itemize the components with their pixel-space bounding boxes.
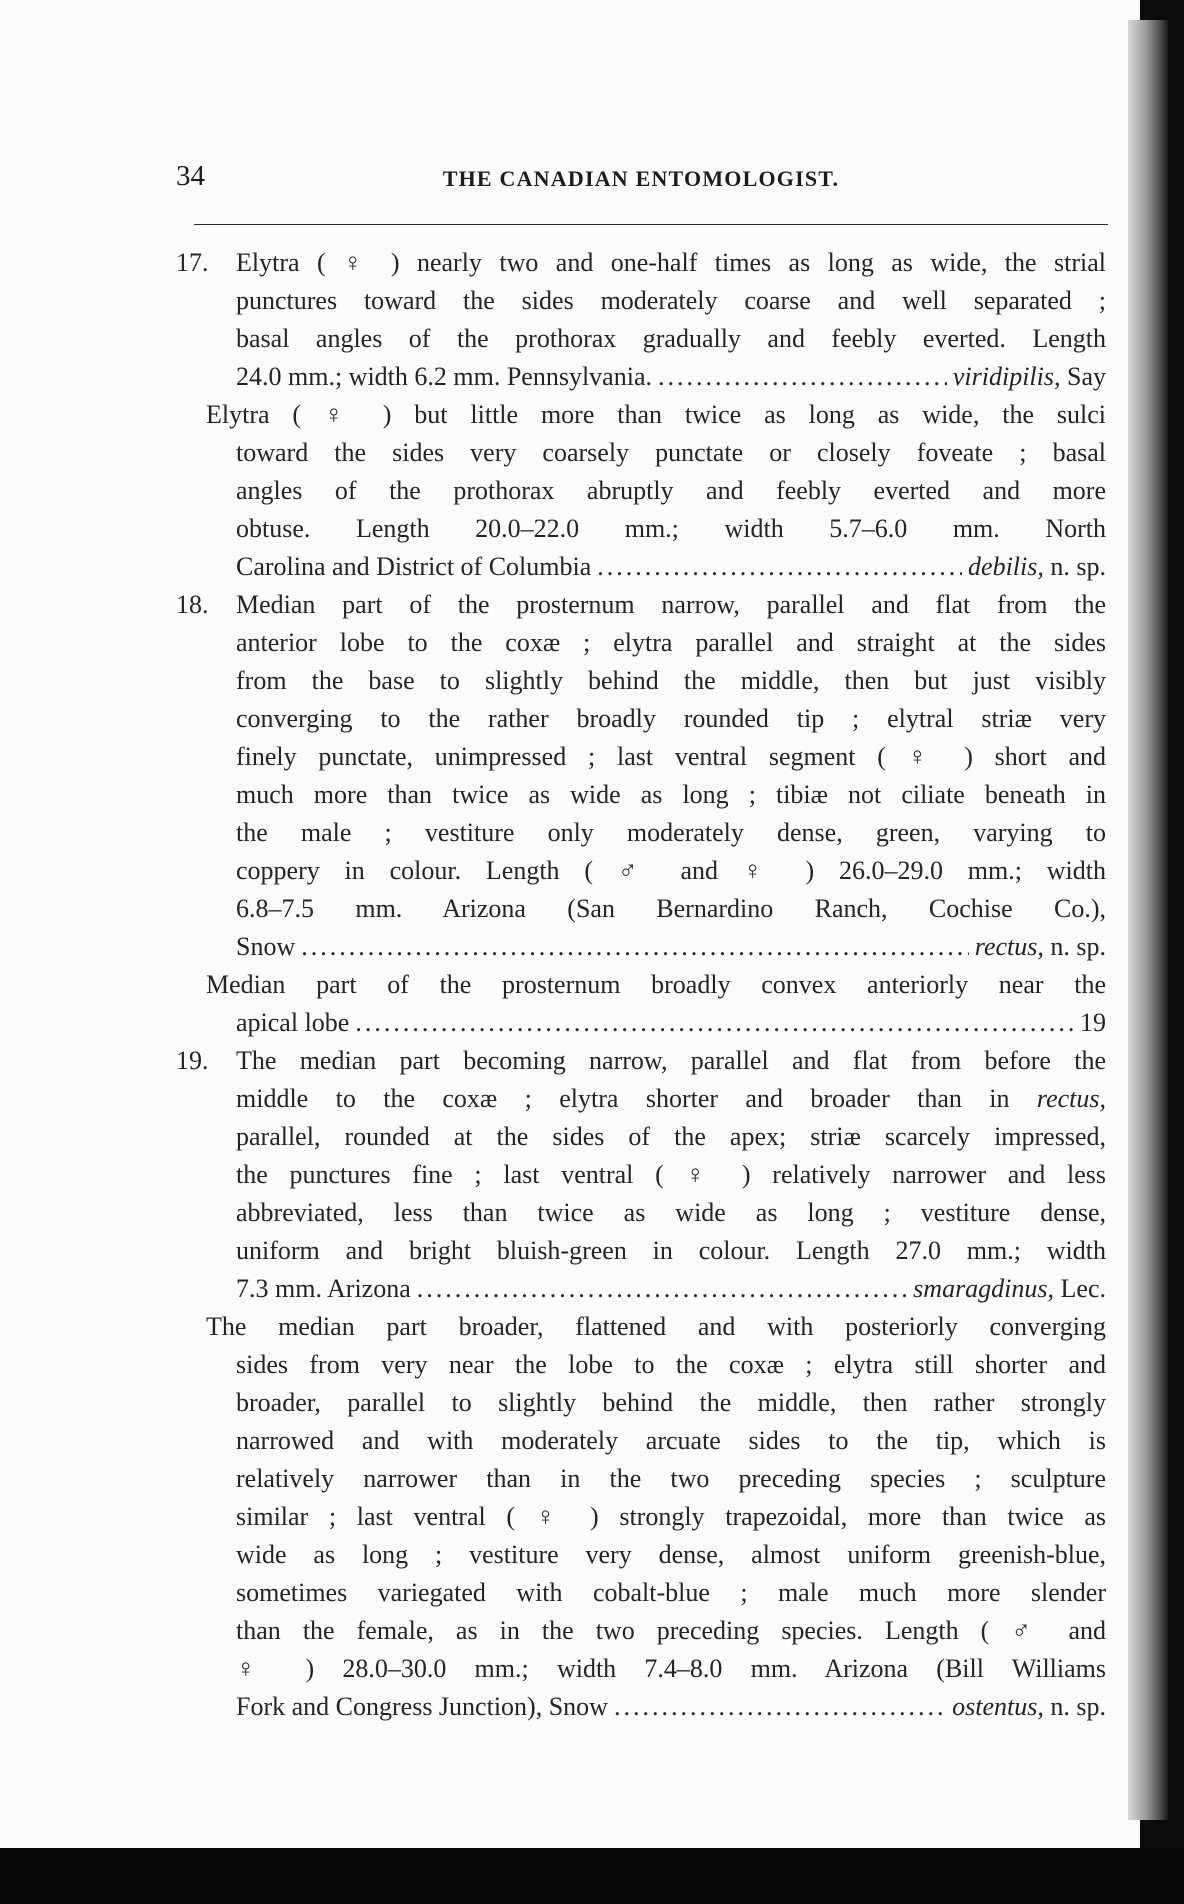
text-line: broader, parallel to slightly behind the middle, then rather strongly [236,1388,1106,1417]
dot-leader [658,358,947,396]
header-rule [194,224,1108,225]
text-line: obtuse. Length 20.0–22.0 mm.; width 5.7–6.0 mm. North [236,514,1106,543]
text-line: parallel, rounded at the sides of the apex; striæ scarcely impressed, [236,1122,1106,1151]
couplet-17-first [178,244,1106,396]
page-header [176,160,1106,200]
lead-text: Snow [236,932,296,961]
text-line: similar ; last ventral ( ♀ ) strongly trapezoidal, more than twice as [236,1502,1106,1531]
text-line: Median part of the prosternum broadly convex anteriorly near the [206,970,1106,999]
species-author: n. sp. [1050,552,1106,581]
text-line: ♀ ) 28.0–30.0 mm.; width 7.4–8.0 mm. Arizona (Bill Williams [236,1654,1106,1683]
species-name: debilis, [968,552,1044,581]
text-line: narrowed and with moderately arcuate sides to the tip, which is [236,1426,1106,1455]
text-line: coppery in colour. Length ( ♂ and ♀ ) 26.0–29.0 mm.; width [236,856,1106,885]
lead-text: Fork and Congress Junction), Snow [236,1692,608,1721]
species-line [236,358,1106,396]
dot-leader [597,548,962,586]
species-line [236,1270,1106,1308]
dot-leader [614,1688,946,1726]
page-number: 34 [176,160,205,192]
text-line: much more than twice as wide as long ; tibiæ not ciliate beneath in [236,780,1106,809]
text-line: from the base to slightly behind the middle, then but just visibly [236,666,1106,695]
species-author: n. sp. [1050,932,1106,961]
running-title: THE CANADIAN ENTOMOLOGIST. [442,166,840,191]
text-line: sides from very near the lobe to the coxæ ; elytra still shorter and [236,1350,1106,1379]
couplet-number: 19. [176,1046,209,1075]
couplet-reference: 19 [1080,1008,1106,1037]
text-line: abbreviated, less than twice as wide as long ; vestiture dense, [236,1198,1106,1227]
text-line: Median part of the prosternum narrow, parallel and flat from the [236,590,1106,619]
couplet-19-second [178,1308,1106,1726]
text-line: The median part broader, flattened and with posteriorly converging [206,1312,1106,1341]
text-line: 6.8–7.5 mm. Arizona (San Bernardino Ranch, Cochise Co.), [236,894,1106,923]
text-line: basal angles of the prothorax gradually and feebly everted. Length [236,324,1106,353]
couplet-18-second [178,966,1106,1042]
species-name: ostentus, [952,1692,1044,1721]
couplet-number: 17. [176,248,209,277]
species-author: Say [1067,362,1106,391]
text-line: sometimes variegated with cobalt-blue ; male much more slender [236,1578,1106,1607]
text-line: Elytra ( ♀ ) but little more than twice as long as wide, the sulci [206,400,1106,429]
species-line [236,928,1106,966]
species-line [236,548,1106,586]
species-name: rectus, [974,932,1044,961]
couplet-number: 18. [176,590,209,619]
text-line: The median part becoming narrow, parallel and flat from before the [236,1046,1106,1075]
text-line: converging to the rather broadly rounded tip ; elytral striæ very [236,704,1106,733]
text-line: the punctures fine ; last ventral ( ♀ ) relatively narrower and less [236,1160,1106,1189]
text-line: uniform and bright bluish-green in colour. Length 27.0 mm.; width [236,1236,1106,1265]
text-line: the male ; vestiture only moderately dense, green, varying to [236,818,1106,847]
couplet-19-first [178,1042,1106,1308]
species-line [236,1688,1106,1726]
text-line: wide as long ; vestiture very dense, almost uniform greenish-blue, [236,1540,1106,1569]
couplet-18-first [178,586,1106,966]
text-line: than the female, as in the two preceding species. Length ( ♂ and [236,1616,1106,1645]
text-line: finely punctate, unimpressed ; last ventral segment ( ♀ ) short and [236,742,1106,771]
text-line: relatively narrower than in the two preceding species ; sculpture [236,1464,1106,1493]
text-line: Elytra ( ♀ ) nearly two and one-half times as long as wide, the strial [236,248,1106,277]
text-line: angles of the prothorax abruptly and feebly everted and more [236,476,1106,505]
species-line [236,1004,1106,1042]
lead-text: apical lobe [236,1008,350,1037]
page-edge-shadow [1128,20,1168,1820]
text-line: toward the sides very coarsely punctate or closely foveate ; basal [236,438,1106,467]
couplet-17-second [178,396,1106,586]
lead-text: Carolina and District of Columbia [236,552,592,581]
text-line: punctures toward the sides moderately coarse and well separated ; [236,286,1106,315]
species-author: Lec. [1060,1274,1106,1303]
species-author: n. sp. [1050,1692,1106,1721]
lead-text: 24.0 mm.; width 6.2 mm. Pennsylvania. [236,362,652,391]
dot-leader [355,1004,1074,1042]
species-name: rectus, [1036,1084,1106,1113]
dot-leader [417,1270,907,1308]
species-name: smaragdinus, [913,1274,1055,1303]
species-name: viridipilis, [952,362,1061,391]
scan-border [0,1848,1184,1904]
text-segment: middle to the coxæ ; elytra shorter and broader than in [236,1084,1010,1113]
text-line [236,1080,1106,1118]
text-line: anterior lobe to the coxæ ; elytra parallel and straight at the sides [236,628,1106,657]
key-text [178,244,1106,1726]
lead-text: 7.3 mm. Arizona [236,1274,411,1303]
dot-leader [301,928,969,966]
